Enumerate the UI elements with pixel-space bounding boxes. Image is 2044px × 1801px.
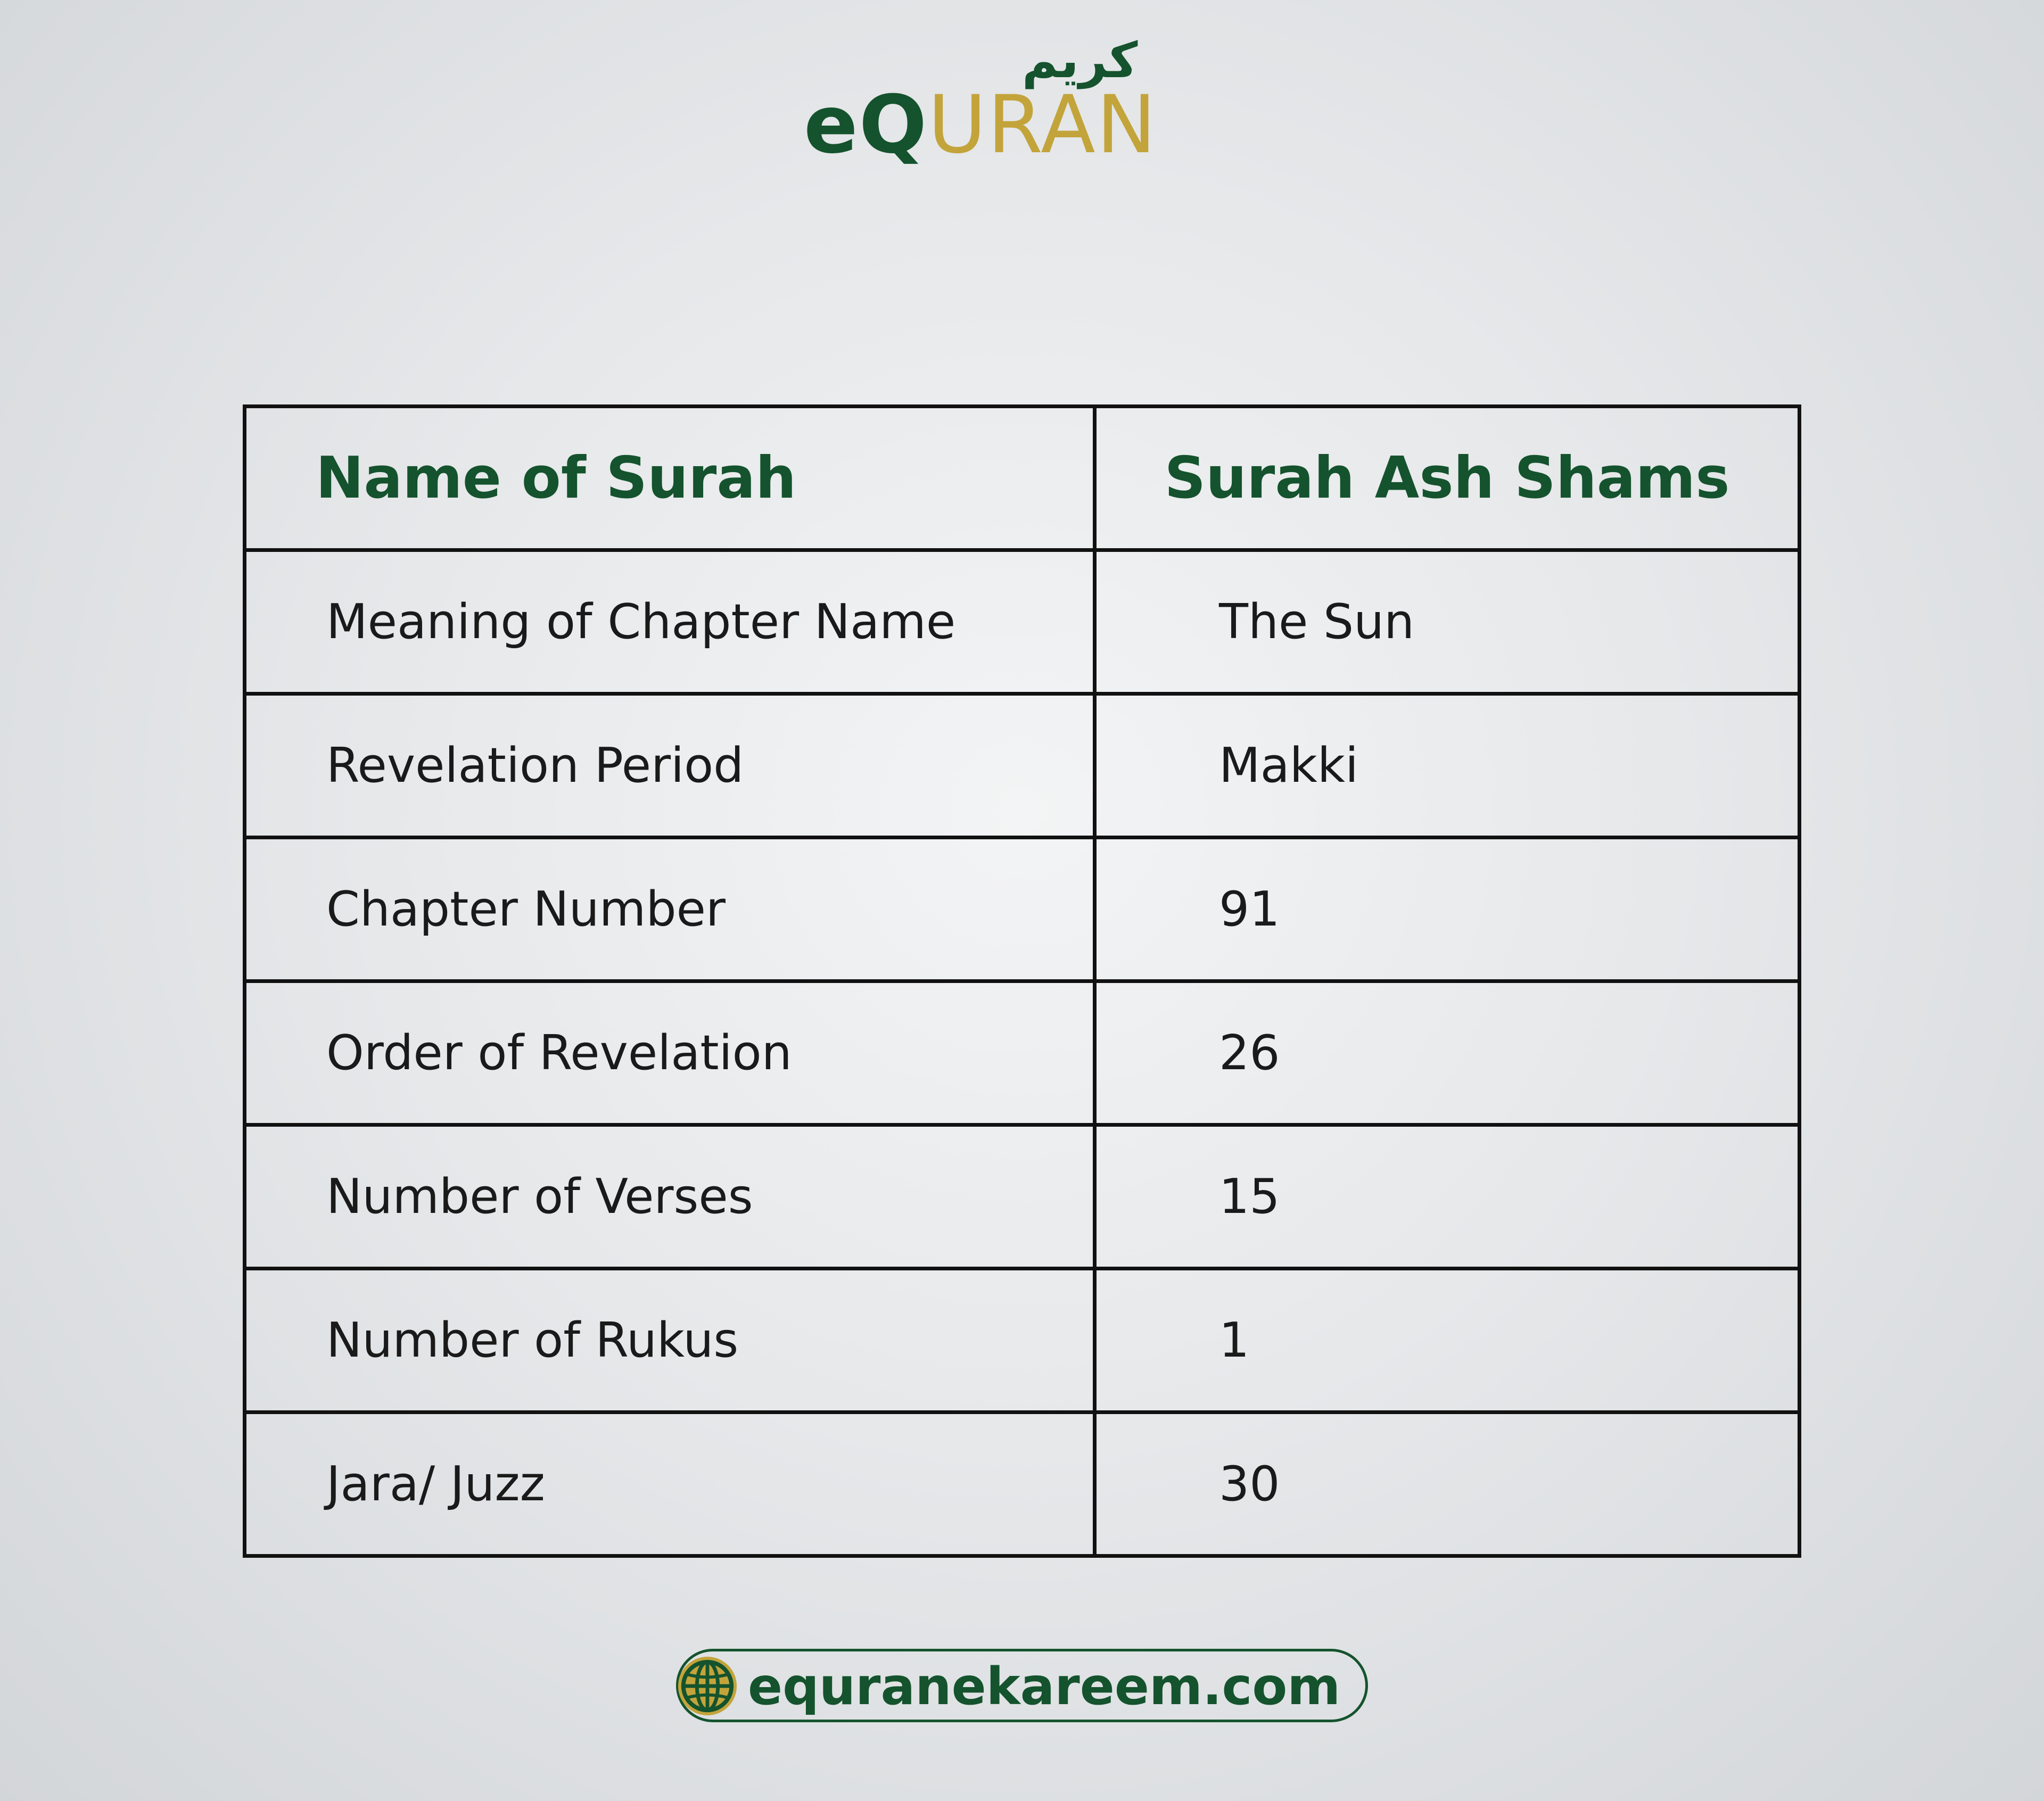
table-row — [245, 1125, 1800, 1269]
row-value: 15 — [1095, 1125, 1800, 1269]
row-value: Makki — [1095, 694, 1800, 838]
row-label: Order of Revelation — [245, 981, 1095, 1125]
row-label: Meaning of Chapter Name — [245, 550, 1095, 694]
surah-info-table — [243, 404, 1801, 1558]
row-label: Number of Rukus — [245, 1269, 1095, 1412]
globe-icon — [676, 1655, 739, 1717]
equran-logo — [798, 32, 1171, 176]
row-value: 91 — [1095, 838, 1800, 981]
logo-letter-e: e — [804, 79, 859, 171]
row-label: Revelation Period — [245, 694, 1095, 838]
row-value: 26 — [1095, 981, 1800, 1125]
row-label: Jara/ Juzz — [245, 1412, 1095, 1556]
logo-letters-uran: URAN — [928, 79, 1158, 171]
table-row — [245, 550, 1800, 694]
logo-letter-q: Q — [859, 79, 928, 171]
logo-wordmark — [804, 79, 1158, 171]
table-header-row — [245, 407, 1800, 550]
table-row — [245, 1269, 1800, 1412]
table-row — [245, 981, 1800, 1125]
row-value: The Sun — [1095, 550, 1800, 694]
row-value: 30 — [1095, 1412, 1800, 1556]
row-label: Chapter Number — [245, 838, 1095, 981]
website-url[interactable]: equranekareem.com — [748, 1657, 1341, 1716]
row-label: Number of Verses — [245, 1125, 1095, 1269]
table-row — [245, 838, 1800, 981]
logo-arabic-text: كريم — [1022, 32, 1138, 89]
header-name-of-surah: Name of Surah — [245, 407, 1095, 550]
table-row — [245, 1412, 1800, 1556]
website-link[interactable] — [676, 1649, 1368, 1722]
table-row — [245, 694, 1800, 838]
row-value: 1 — [1095, 1269, 1800, 1412]
header-surah-name: Surah Ash Shams — [1095, 407, 1800, 550]
